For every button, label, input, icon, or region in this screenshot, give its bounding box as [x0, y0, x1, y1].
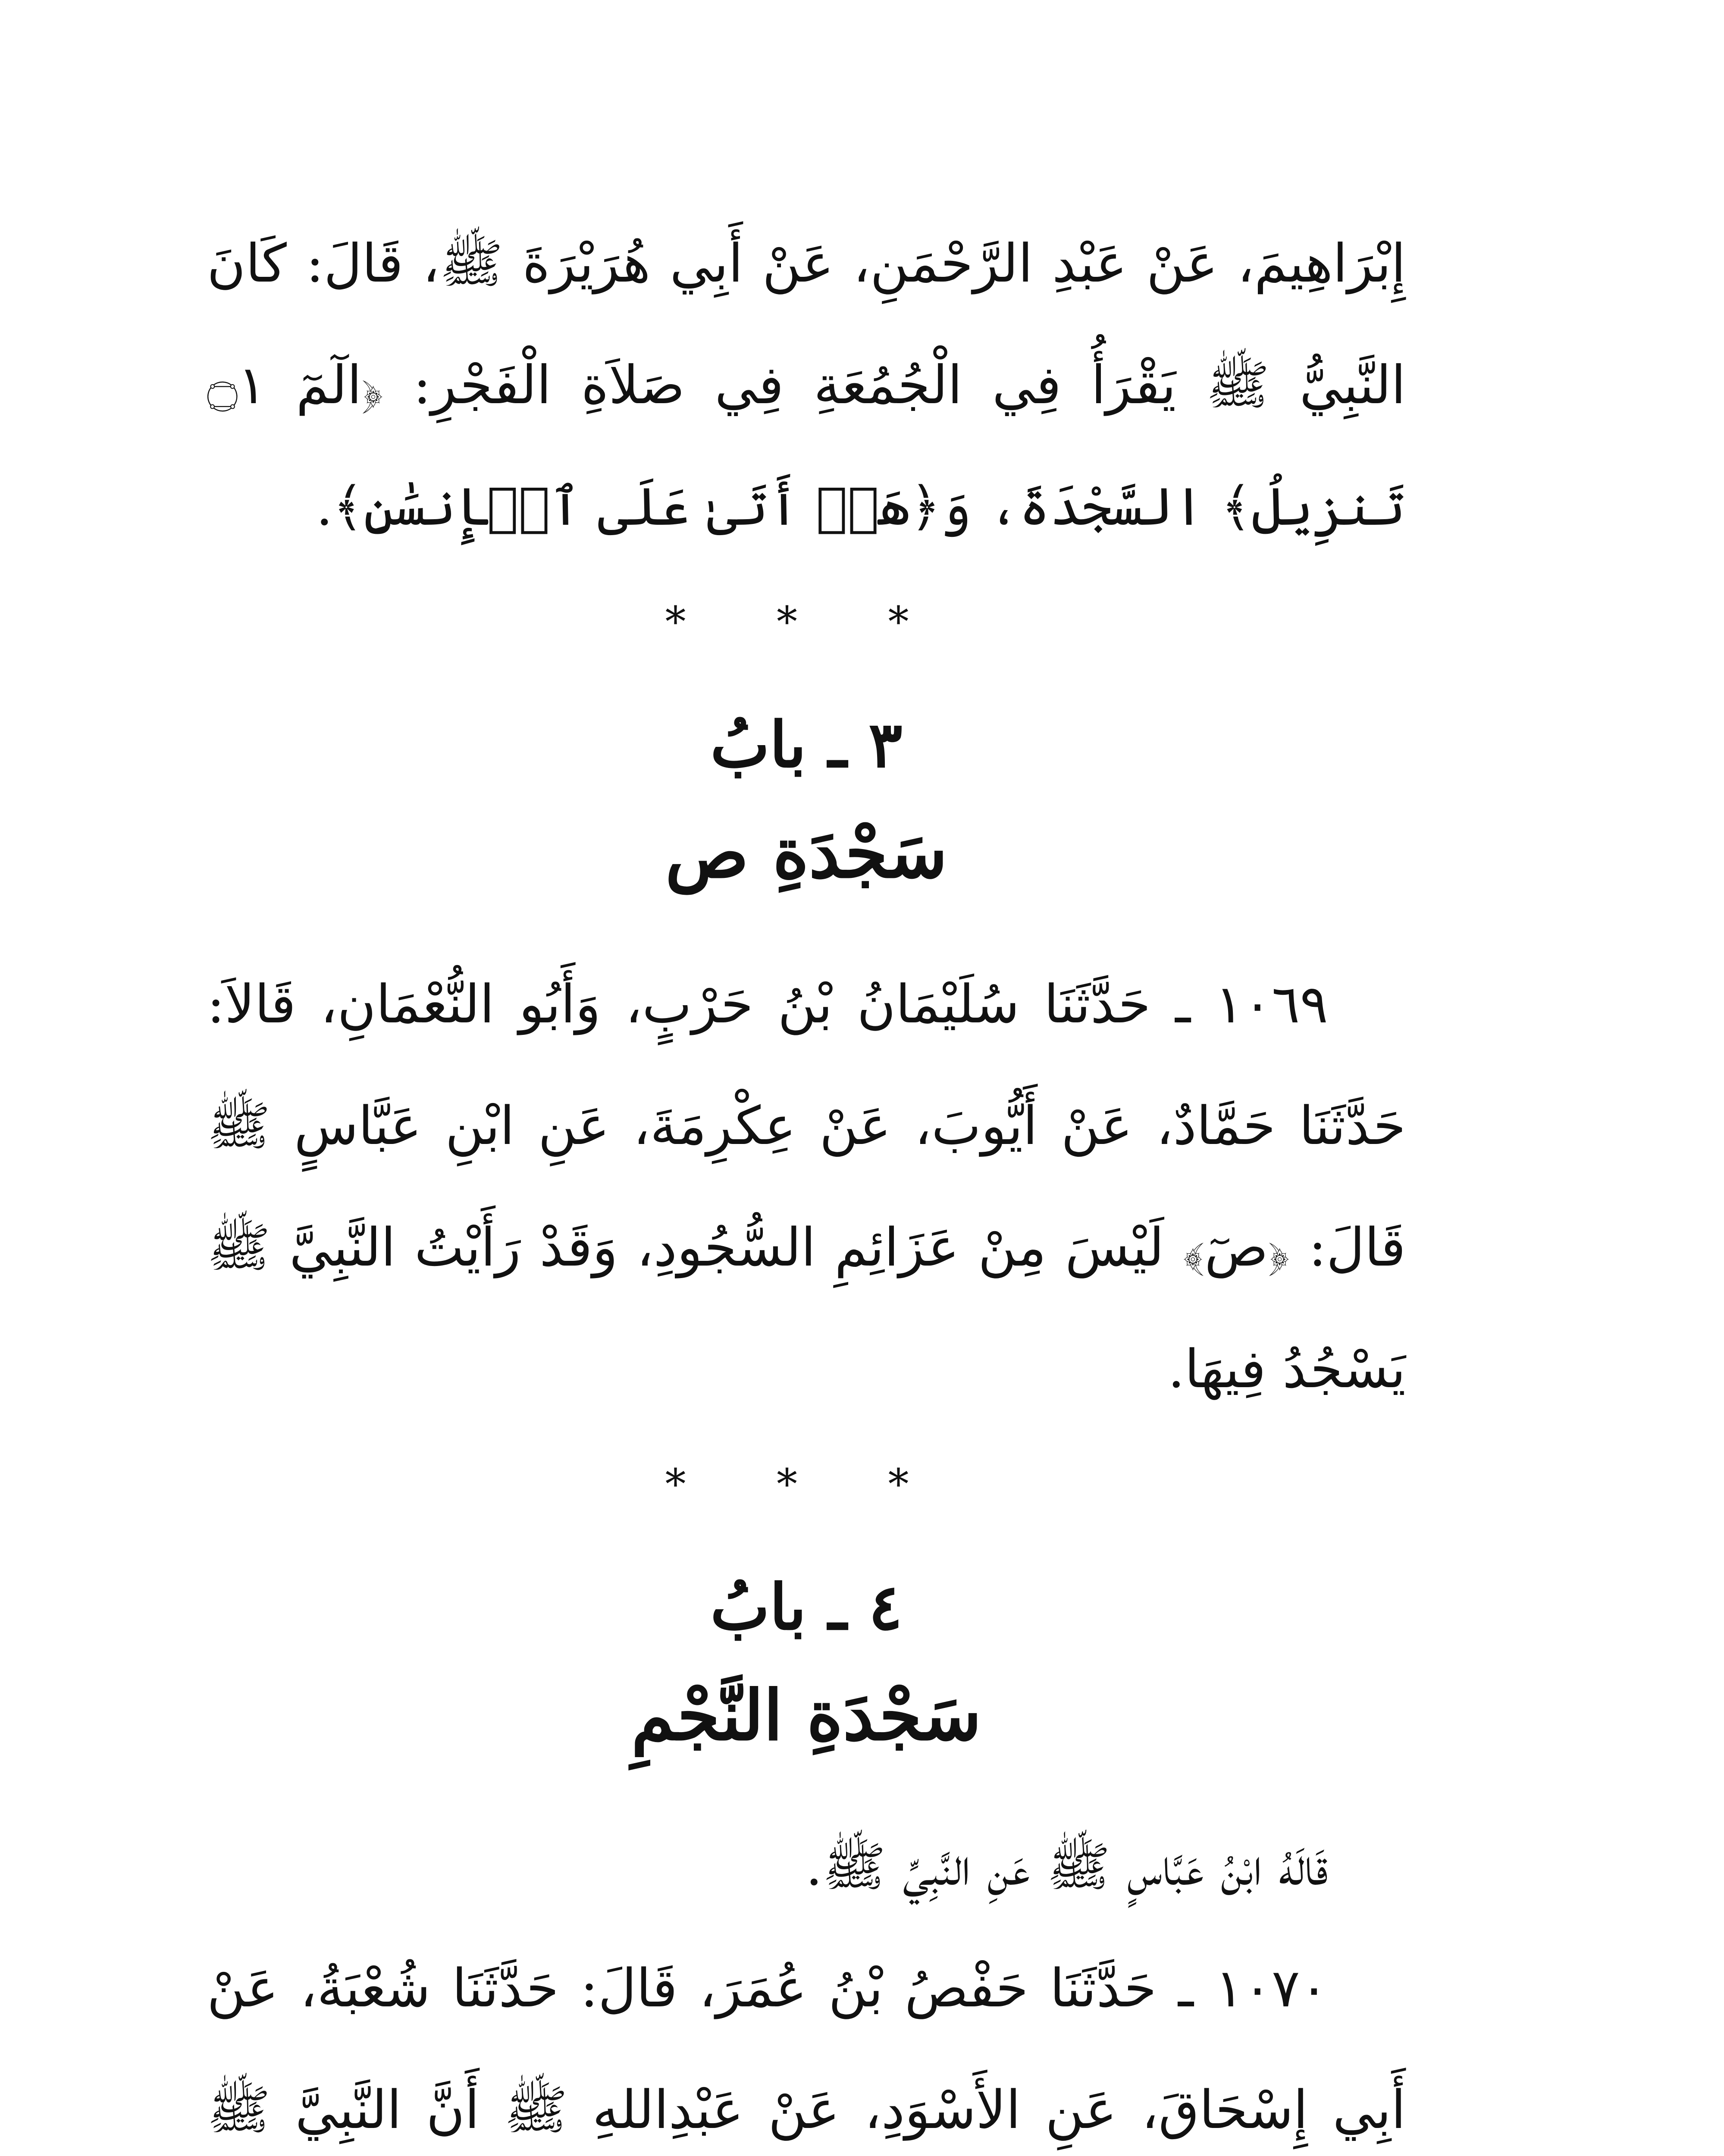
chapter-title: سَجْدَةِ النَّجْمِ — [631, 1675, 982, 1756]
chapter-title: سَجْدَةِ ص — [665, 812, 948, 893]
intro-paragraph: إِبْرَاهِيمَ، عَنْ عَبْدِ الرَّحْمَنِ، عَنْ أَبِي هُرَيْرَةَ ﷺ، قَالَ: كَانَ النَّبِيُّ ﷺ يَقْرَأُ فِي الْجُمُعَةِ فِي صَلاَةِ الْفَجْرِ: ﴿الٓمٓ ۝١ تَنزِيلُ﴾ السَّجْدَةَ، وَ﴿هَلۡ أَتَىٰ عَلَى ٱلۡإِنسَٰنِ﴾. — [207, 233, 1406, 537]
hadith-paragraph: ١٠٦٩ ـ حَدَّثَنَا سُلَيْمَانُ بْنُ حَرْبٍ، وَأَبُو النُّعْمَانِ، قَالاَ: حَدَّثَنَا حَمَّادٌ، عَنْ أَيُّوبَ، عَنْ عِكْرِمَةَ، عَنِ ابْنِ عَبَّاسٍ ﷺ قَالَ: ﴿صٓ﴾ لَيْسَ مِنْ عَزَائِمِ السُّجُودِ، وَقَدْ رَأَيْتُ النَّبِيَّ ﷺ يَسْجُدُ فِيهَا. — [207, 974, 1406, 1400]
chapter-note: قَالَهُ ابْنُ عَبَّاسٍ ﷺ عَنِ النَّبِيِّ ﷺ. — [806, 1836, 1328, 1897]
section-separator: * * * — [665, 1460, 948, 1508]
hadith-paragraph: ١٠٧٠ ـ حَدَّثَنَا حَفْصُ بْنُ عُمَرَ، قَالَ: حَدَّثَنَا شُعْبَةُ، عَنْ أَبِي إِسْحَاقَ، عَنِ الأَسْوَدِ، عَنْ عَبْدِاللهِ ﷺ أَنَّ النَّبِيَّ ﷺ — [207, 1958, 1406, 2140]
chapter-number: ٣ ـ بابُ — [710, 708, 903, 782]
page-content — [207, 203, 1406, 2156]
section-separator: * * * — [665, 598, 948, 646]
chapter-number: ٤ ـ بابُ — [710, 1570, 903, 1644]
